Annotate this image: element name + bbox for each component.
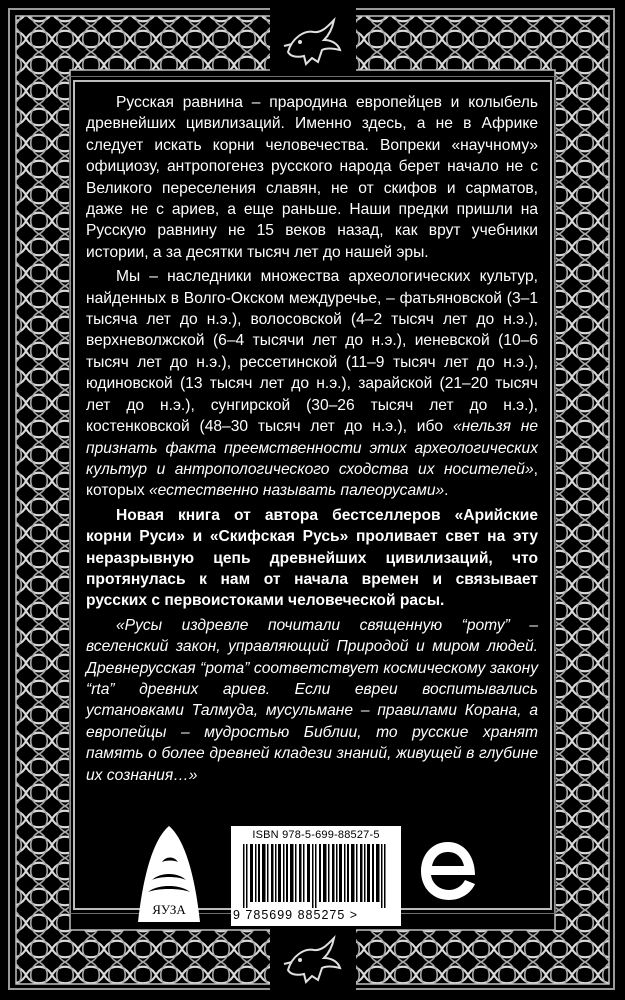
paragraph-quote-rota: «Русы издревле почитали священную “роту” – вселенский закон, управляющий Природой и миром людей. Древнерусская “рота” соответствует космическому закону “rta” древних ариев. Если евреи воспитывались установками Талмуда, мусульмане – правилами Корана, а европейцы – мудростью Библии, то русские хранят память о более древней кладези знаний, живущей в глубине их сознания…» bbox=[86, 616, 538, 784]
barcode-digits: 9 785699 885275 > bbox=[233, 908, 359, 922]
cultures-end: . bbox=[444, 482, 449, 500]
yauza-label: ЯУЗА bbox=[152, 902, 186, 917]
bird-ornament-top bbox=[278, 12, 348, 70]
bird-ornament-bottom bbox=[278, 930, 348, 988]
quote-paleorus: «естественно называть палеорусами» bbox=[148, 482, 445, 500]
paragraph-intro: Русская равнина – прародина европейцев и колыбель древнейших цивилизаций. Именно здесь, а не в Африке следует искать корни человечества. Вопреки «научному» официозу, антропогенез русского народа берет начало не с Великого переселения славян, не от скифов и сарматов, даже не с ариев, а еще раньше. Наши предки пришли на Русскую равнину не 15 веков назад, как врут учебники истории, а за десятки тысяч лет до нашей эры. bbox=[86, 94, 538, 261]
quote-continuity: «нельзя не признать факта преемственности этих археологических культур и антропологического сходства их носителей» bbox=[86, 418, 538, 478]
annotation-text bbox=[86, 92, 538, 786]
paragraph-cultures bbox=[86, 266, 538, 501]
cultures-which: , которых bbox=[86, 460, 538, 500]
isbn-label: ISBN 978-5-699-88527-5 bbox=[252, 829, 380, 841]
cultures-text: Мы – наследники множества археологических культур, найденных в Волго-Окском междуречье, – фатьяновской (3–1 тысяча лет до н.э.), волосовской (4–2 тысяч лет до н.э.), верхневолжской (6–4 тысячи лет до н.э.), иеневской (10–6 тысяч лет до н.э.), рессетинской (11–9 тысяч лет до н.э.), юдиновской (13 тысяч лет до н.э.), зарайской (21–20 тысяч лет до н.э.), сунгирской (30–26 тысяч лет до н.э.), костенковской (48–30 тысяч лет до н.э.), ибо bbox=[86, 268, 538, 436]
paragraph-new-book: Новая книга от автора бестселлеров «Арийские корни Руси» и «Скифская Русь» проливает свет на эту неразрывную цепь древнейших цивилизаций, что протянулась к нам от начала времен и связывает русских с первоистоками человеческой расы. bbox=[86, 506, 538, 610]
isbn-barcode-box bbox=[231, 826, 401, 926]
barcode bbox=[243, 844, 389, 908]
eksmo-publisher-logo bbox=[417, 838, 479, 904]
